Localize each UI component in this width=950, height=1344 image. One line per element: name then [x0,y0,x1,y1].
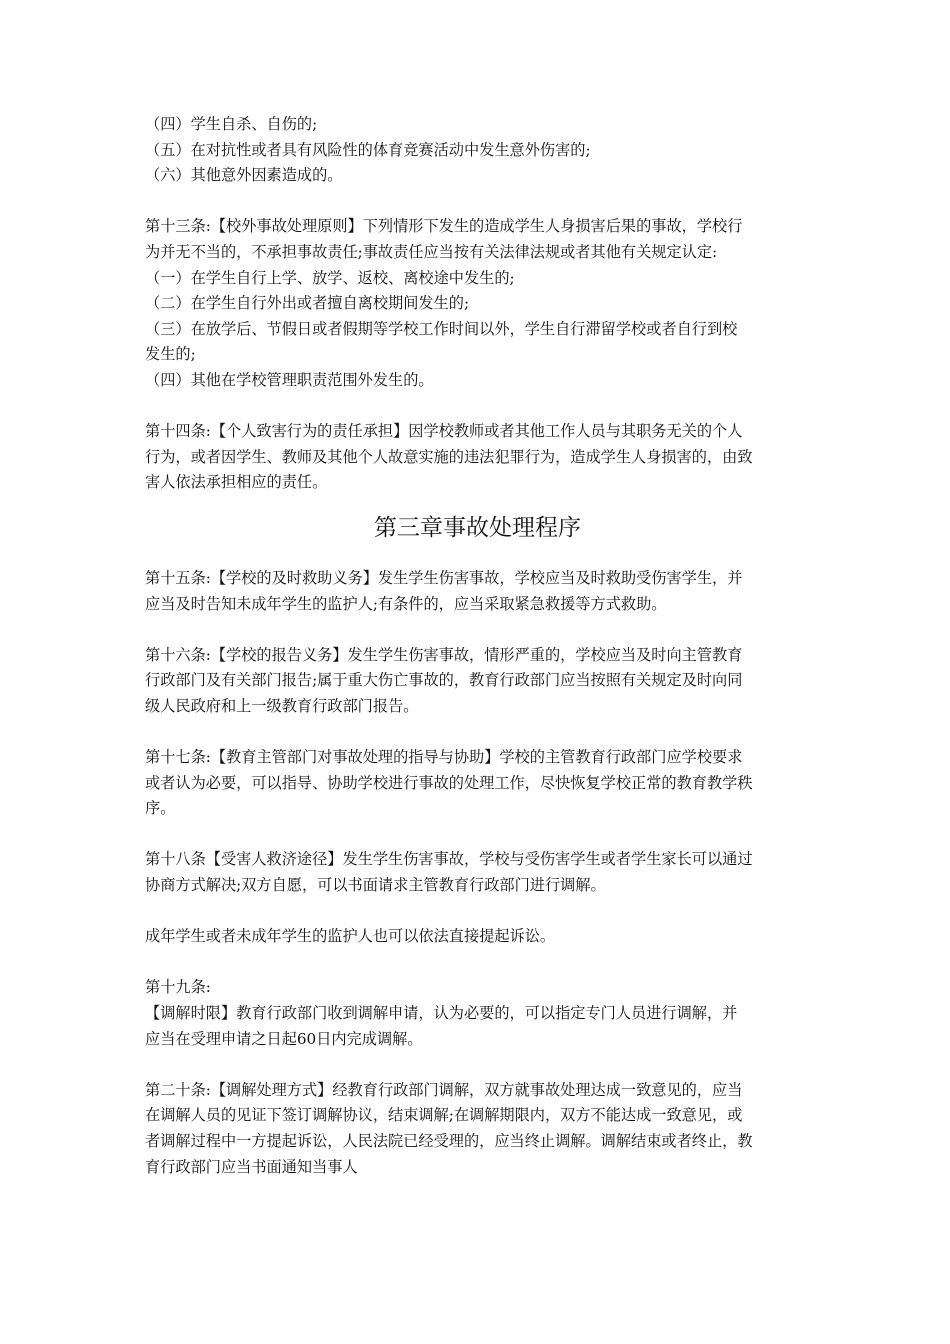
article-15-line: 第十五条:【学校的及时救助义务】发生学生伤害事故，学校应当及时救助受伤害学生，并 [145,568,743,587]
list-item: （四）其他在学校管理职责范围外发生的。 [145,370,434,389]
paragraph-gap [145,1052,810,1078]
paragraph-gap [145,617,810,643]
article-19-heading: 第十九条: [145,978,211,997]
paragraph-gap [145,719,810,745]
article-18-line: 第十八条【受害人救济途径】发生学生伤害事故，学校与受伤害学生或者学生家长可以通过 [145,850,753,869]
article-14-line: 害人依法承担相应的责任。 [145,473,328,492]
paragraph-gap [145,899,810,925]
paragraph-gap [145,822,810,848]
article-18-supplement: 成年学生或者未成年学生的监护人也可以依法直接提起诉讼。 [145,927,556,946]
list-item: （四）学生自杀、自伤的; [145,115,318,133]
paragraph-gap [145,189,810,215]
list-item: （二）在学生自行外出或者擅自离校期间发生的; [145,294,470,313]
article-19-line: 应当在受理申请之日起60日内完成调解。 [145,1029,423,1048]
list-item: （六）其他意外因素造成的。 [145,166,343,185]
article-17-line: 序。 [145,799,176,818]
article-13-line: 为并无不当的，不承担事故责任;事故责任应当按有关法律法规或者其他有关规定认定: [145,242,718,261]
list-item: 发生的; [145,345,196,364]
article-18-line: 协商方式解决;双方自愿，可以书面请求主管教育行政部门进行调解。 [145,876,606,895]
article-20-line: 第二十条:【调解处理方式】经教育行政部门调解，双方就事故处理达成一致意见的，应当 [145,1080,743,1099]
article-17-line: 第十七条:【教育主管部门对事故处理的指导与协助】学校的主管教育行政部门应学校要求 [145,748,743,767]
article-20-line: 育行政部门应当书面通知当事人 [145,1157,358,1176]
document-page [145,112,810,1180]
article-17-line: 或者认为必要，可以指导、协助学校进行事故的处理工作，尽快恢复学校正常的教育教学秩 [145,773,753,792]
article-13-line: 第十三条:【校外事故处理原则】下列情形下发生的造成学生人身损害后果的事故，学校行 [145,217,743,236]
article-16-line: 第十六条:【学校的报告义务】发生学生伤害事故，情形严重的，学校应当及时向主管教育 [145,645,743,664]
chapter-title: 第三章事故处理程序 [374,514,581,541]
article-16-line: 行政部门及有关部门报告;属于重大伤亡事故的，教育行政部门应当按照有关规定及时向同 [145,671,743,690]
article-15-line: 应当及时告知未成年学生的监护人;有条件的，应当采取紧急救援等方式救助。 [145,594,667,613]
list-item: （一）在学生自行上学、放学、返校、离校途中发生的; [145,268,515,287]
paragraph-gap [145,950,810,976]
article-14-line: 第十四条:【个人致害行为的责任承担】因学校教师或者其他工作人员与其职务无关的个人 [145,422,743,441]
list-item: （三）在放学后、节假日或者假期等学校工作时间以外，学生自行滞留学校或者自行到校 [145,319,738,338]
paragraph-gap [145,394,810,420]
article-16-line: 级人民政府和上一级教育行政部门报告。 [145,696,419,715]
article-20-line: 者调解过程中一方提起诉讼，人民法院已经受理的，应当终止调解。调解结束或者终止，教 [145,1131,753,1150]
list-item: （五）在对抗性或者具有风险性的体育竞赛活动中发生意外伤害的; [145,140,591,159]
article-19-line: 【调解时限】教育行政部门收到调解申请，认为必要的，可以指定专门人员进行调解，并 [145,1004,738,1022]
article-20-line: 在调解人员的见证下签订调解协议，结束调解;在调解期限内，双方不能达成一致意见，或 [145,1106,743,1125]
article-14-line: 行为，或者因学生、教师及其他个人故意实施的违法犯罪行为，造成学生人身损害的，由致 [145,447,753,466]
